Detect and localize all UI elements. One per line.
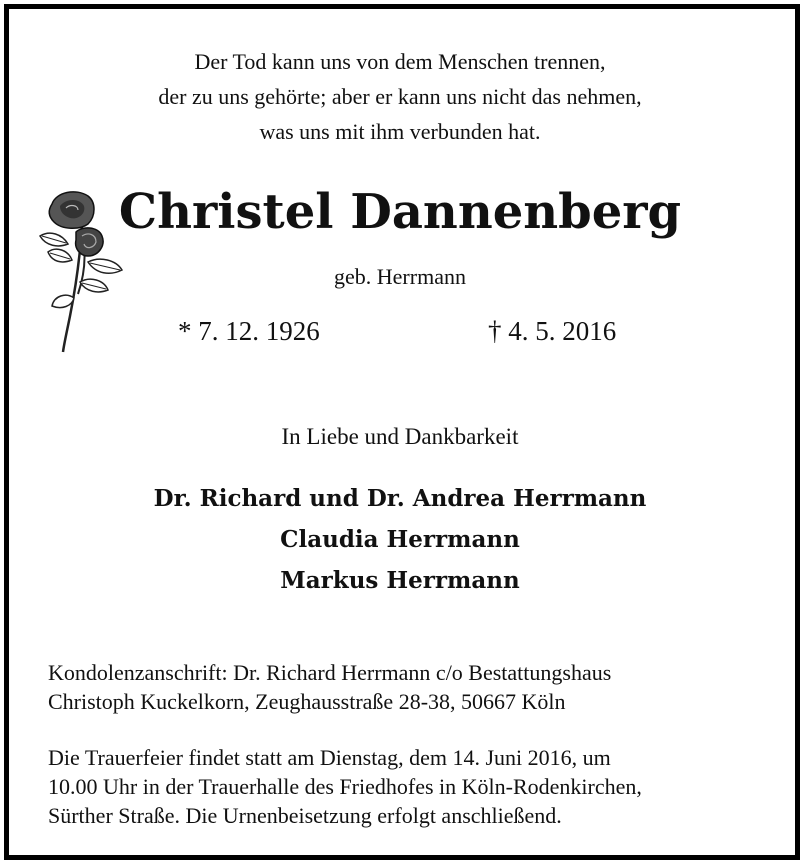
mourner-name: Claudia Herrmann — [280, 526, 520, 553]
condolence-address — [48, 658, 768, 716]
contact-line: Christoph Kuckelkorn, Zeughausstraße 28-38, 50667 Köln — [48, 689, 566, 714]
contact-line: Kondolenzanschrift: Dr. Richard Herrmann c/o Bestattungshaus — [48, 660, 612, 685]
death-date: † 4. 5. 2016 — [488, 316, 617, 346]
service-details — [48, 743, 768, 830]
quote-line: was uns mit ihm verbunden hat. — [259, 119, 541, 144]
memorial-quote — [0, 44, 800, 149]
birth-date: * 7. 12. 1926 — [178, 316, 320, 346]
service-line: Die Trauerfeier findet statt am Dienstag, dem 14. Juni 2016, um — [48, 745, 611, 770]
quote-line: Der Tod kann uns von dem Menschen trennen, — [194, 49, 606, 74]
mourners-list — [0, 478, 800, 601]
service-line: 10.00 Uhr in der Trauerhalle des Friedhofes in Köln-Rodenkirchen, — [48, 774, 642, 799]
deceased-name: Christel Dannenberg — [118, 184, 682, 240]
maiden-name: geb. Herrmann — [334, 264, 466, 289]
dedication-line: In Liebe und Dankbarkeit — [281, 424, 519, 449]
service-line: Sürther Straße. Die Urnenbeisetzung erfolgt anschließend. — [48, 803, 562, 828]
mourner-name: Dr. Richard und Dr. Andrea Herrmann — [153, 485, 647, 512]
mourner-name: Markus Herrmann — [280, 567, 520, 594]
quote-line: der zu uns gehörte; aber er kann uns nicht das nehmen, — [158, 84, 642, 109]
